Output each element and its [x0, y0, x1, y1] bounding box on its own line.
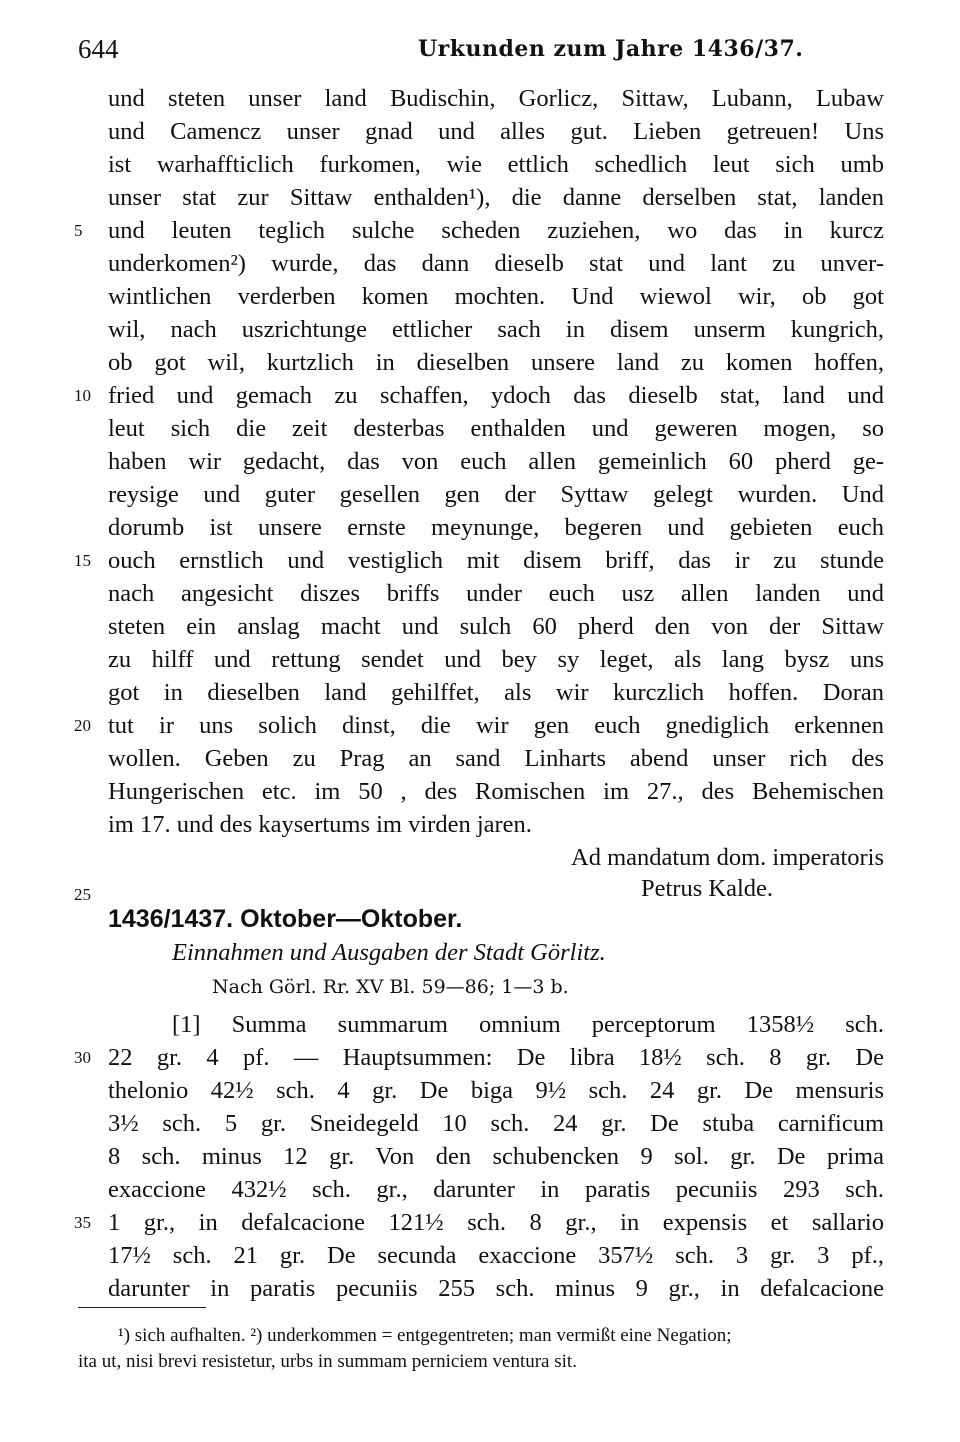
line-number: 35 — [74, 1213, 91, 1232]
footnote-line: ¹) sich aufhalten. ²) underkommen = entgegentreten; man vermißt eine Negation; — [118, 1325, 732, 1346]
text-line: got in dieselben land gehilffet, als wir kurczlich hoffen. Doran — [108, 679, 884, 706]
text-line: zu hilff und rettung sendet und bey sy leget, als lang bysz uns — [108, 646, 884, 673]
line-number: 25 — [74, 885, 91, 904]
text-line: und steten unser land Budischin, Gorlicz, Sittaw, Lubann, Lubaw — [108, 85, 884, 112]
text-line: ouch ernstlich und vestiglich mit disem briff, das ir zu stunde — [108, 547, 884, 574]
text-line: und Camencz unser gnad und alles gut. Lieben getreuen! Uns — [108, 118, 884, 145]
text-line: wil, nach uszrichtunge ettlicher sach in disem unserm kungrich, — [108, 316, 884, 343]
line-number: 5 — [74, 221, 83, 240]
running-head: Urkunden zum Jahre 1436/37. — [418, 36, 804, 62]
page-number: 644 — [78, 34, 119, 64]
line-number: 30 — [74, 1048, 91, 1067]
text-line: [1] Summa summarum omnium perceptorum 1358½ sch. — [172, 1011, 884, 1038]
line-number: 10 — [74, 386, 91, 405]
text-line: Hungerischen etc. im 50 , des Romischen im 27., des Behemischen — [108, 778, 884, 805]
text-line: darunter in paratis pecuniis 255 sch. minus 9 gr., in defalcacione — [108, 1275, 884, 1302]
entry-source: Nach Görl. Rr. XV Bl. 59—86; 1—3 b. — [212, 976, 569, 998]
text-line: tut ir uns solich dinst, die wir gen euch gnediglich erkennen — [108, 712, 884, 739]
line-number: 20 — [74, 716, 91, 735]
text-line: 3½ sch. 5 gr. Sneidegeld 10 sch. 24 gr. De stuba carnificum — [108, 1110, 884, 1137]
text-line: 17½ sch. 21 gr. De secunda exaccione 357½ sch. 3 gr. 3 pf., — [108, 1242, 884, 1269]
text-line: ob got wil, kurtzlich in dieselben unsere land zu komen hoffen, — [108, 349, 884, 376]
text-line: reysige und guter gesellen gen der Syttaw gelegt wurden. Und — [108, 481, 884, 508]
text-line: wintlichen verderben komen mochten. Und wiewol wir, ob got — [108, 283, 884, 310]
text-line: nach angesicht diszes briffs under euch usz allen landen und — [108, 580, 884, 607]
text-line: ist warhaffticlich furkomen, wie ettlich schedlich leut sich umb — [108, 151, 884, 178]
text-line: thelonio 42½ sch. 4 gr. De biga 9½ sch. 24 gr. De mensuris — [108, 1077, 884, 1104]
entry-heading: 1436/1437. Oktober—Oktober. — [108, 905, 463, 933]
text-line: wollen. Geben zu Prag an sand Linharts abend unser rich des — [108, 745, 884, 772]
text-line: unser stat zur Sittaw enthalden¹), die danne derselben stat, landen — [108, 184, 884, 211]
signature-line: Ad mandatum dom. imperatoris — [571, 844, 884, 871]
text-line: im 17. und des kaysertums im virden jaren. — [108, 811, 532, 838]
text-line: fried und gemach zu schaffen, ydoch das dieselb stat, land und — [108, 382, 884, 409]
footnote-rule — [78, 1307, 206, 1308]
text-line: und leuten teglich sulche scheden zuziehen, wo das in kurcz — [108, 217, 884, 244]
text-line: steten ein anslag macht und sulch 60 pherd den von der Sittaw — [108, 613, 884, 640]
text-line: haben wir gedacht, das von euch allen gemeinlich 60 pherd ge- — [108, 448, 884, 475]
text-line: exaccione 432½ sch. gr., darunter in paratis pecuniis 293 sch. — [108, 1176, 884, 1203]
signature-name: Petrus Kalde. — [641, 875, 773, 902]
entry-title: Einnahmen und Ausgaben der Stadt Görlitz. — [172, 939, 606, 966]
text-line: underkomen²) wurde, das dann dieselb stat und lant zu unver- — [108, 250, 884, 277]
footnote-line: ita ut, nisi brevi resistetur, urbs in summam perniciem ventura sit. — [78, 1351, 577, 1372]
text-line: 1 gr., in defalcacione 121½ sch. 8 gr., in expensis et sallario — [108, 1209, 884, 1236]
text-line: dorumb ist unsere ernste meynunge, begeren und gebieten euch — [108, 514, 884, 541]
line-number: 15 — [74, 551, 91, 570]
text-line: 22 gr. 4 pf. — Hauptsummen: De libra 18½ sch. 8 gr. De — [108, 1044, 884, 1071]
text-line: leut sich die zeit desterbas enthalden und geweren mogen, so — [108, 415, 884, 442]
page-header — [78, 34, 884, 70]
text-line: 8 sch. minus 12 gr. Von den schubencken 9 sol. gr. De prima — [108, 1143, 884, 1170]
